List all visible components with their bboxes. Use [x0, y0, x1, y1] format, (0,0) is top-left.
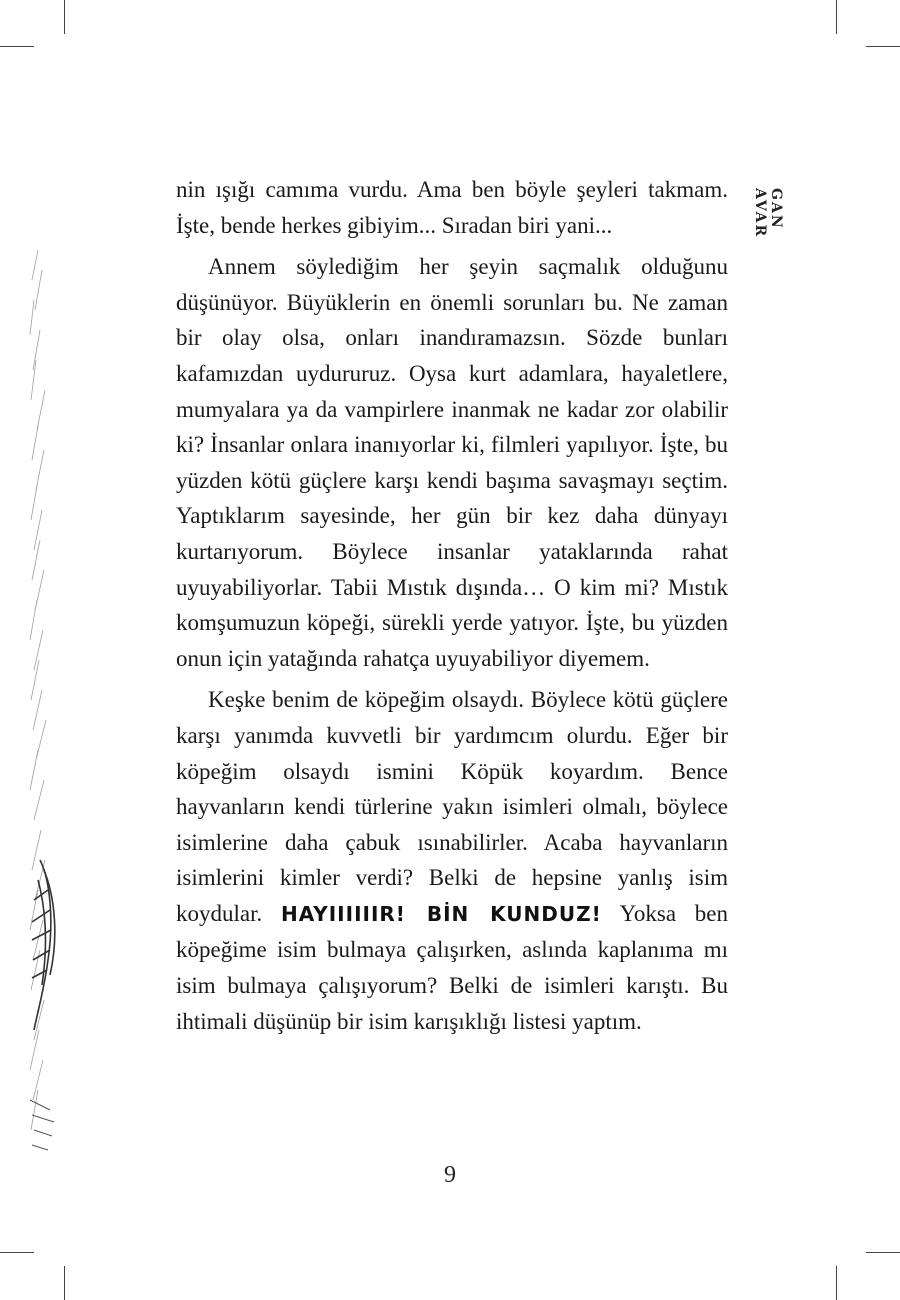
- shout-text: HAYIIIIIIR! BİN KUNDUZ!: [280, 901, 602, 926]
- crop-mark: [866, 1252, 900, 1253]
- crop-mark: [64, 0, 65, 34]
- crop-mark: [64, 1266, 65, 1300]
- running-head: [752, 188, 784, 238]
- running-head-word-2: AVAR: [752, 188, 768, 239]
- crop-mark: [836, 1266, 837, 1300]
- paragraph-3: [176, 682, 728, 1039]
- paragraph-3-part-2: Yoksa ben köpeğime isim bulmaya çalışırken, aslında kaplanıma mı isim bulmaya çalışıyorum? Belki de isimleri karıştı. Bu ihtimali düşünüp bir isim karışıklığı listesi yaptım.: [176, 900, 728, 1034]
- running-head-word-1: GAN: [768, 188, 784, 230]
- crop-mark: [0, 1252, 34, 1253]
- crop-mark: [836, 0, 837, 34]
- page-number: 9: [444, 1162, 456, 1188]
- crop-mark: [0, 46, 34, 47]
- paragraph-2: Annem söylediğim her şeyin saçmalık olduğunu düşünüyor. Büyüklerin en önemli sorunları bu. Ne zaman bir olay olsa, onları inandıramazsın. Sözde bunları kafamızdan uydururuz. Oysa kurt adamlara, hayaletlere, mumyalara ya da vampirlere inanmak ne kadar zor olabilir ki? İnsanlar onlara inanıyorlar ki, filmleri yapılıyor. İşte, bu yüzden kötü güçlere karşı kendi başıma savaşmayı seçtim. Yaptıklarım sayesinde, her gün bir kez daha dünyayı kurtarıyorum. Böylece insanlar yataklarında rahat uyuyabiliyorlar. Tabii Mıstık dışında… O kim mi? Mıstık komşumuzun köpeği, sürekli yerde yatıyor. İşte, bu yüzden onun için yatağında rahatça uyuyabiliyor diyemem.: [176, 254, 728, 671]
- sketch-decoration: [20, 240, 70, 1160]
- body-text: [176, 172, 728, 1045]
- paragraph-3-part-1: Keşke benim de köpeğim olsaydı. Böylece kötü güçlere karşı yanımda kuvvetli bir yardımcım olurdu. Eğer bir köpeğim olsaydı ismini Köpük koyardım. Bence hayvanların kendi türlerine yakın isimleri olmalı, böylece isimlerine daha çabuk ısınabilirler. Acaba hayvanların isimlerini kimler verdi? Belki de hepsine yanlış isim koydular.: [176, 687, 728, 926]
- crop-mark: [866, 46, 900, 47]
- paragraph-1: nin ışığı camıma vurdu. Ama ben böyle şeyleri takmam. İşte, bende herkes gibiyim... Sıradan biri yani...: [176, 177, 728, 238]
